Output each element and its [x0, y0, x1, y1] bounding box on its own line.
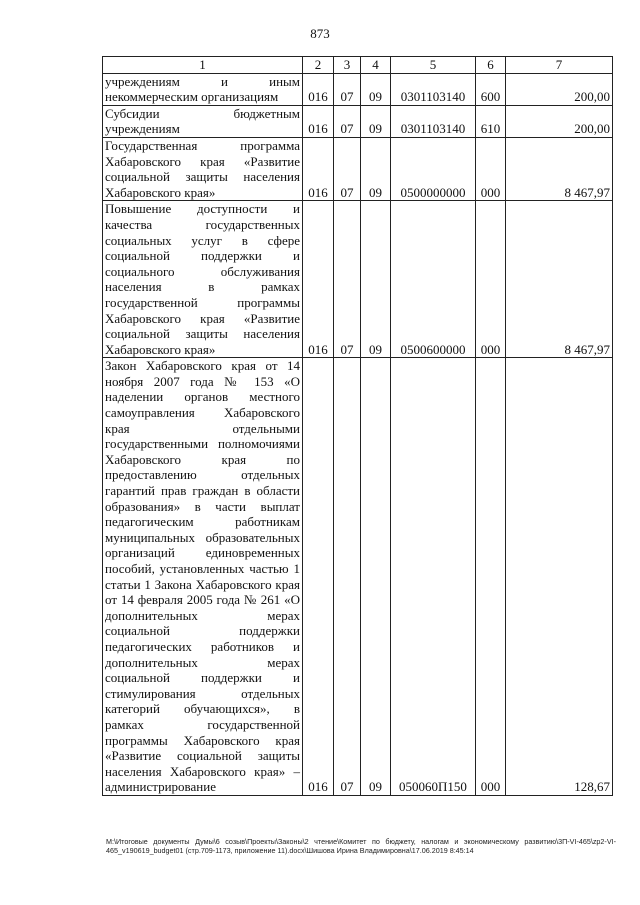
- row-name: Государственная программа Хабаровского края «Развитие социальной защиты населения Хабаровского края»: [103, 137, 303, 200]
- cell-code-4: 09: [361, 105, 391, 137]
- cell-amount: 128,67: [506, 358, 613, 796]
- cell-code-5: 0500600000: [391, 201, 476, 358]
- column-header-1: 1: [103, 57, 303, 74]
- column-header-3: 3: [334, 57, 361, 74]
- budget-table: [102, 56, 613, 796]
- cell-code-3: 07: [334, 137, 361, 200]
- row-name: Субсидии бюджетным учреждениям: [103, 105, 303, 137]
- cell-code-3: 07: [334, 105, 361, 137]
- cell-amount: 8 467,97: [506, 201, 613, 358]
- column-header-7: 7: [506, 57, 613, 74]
- cell-code-6: 000: [476, 358, 506, 796]
- document-path-footer: M:\Итоговые документы Думы\6 созыв\Проекты\Законы\2 чтение\Комитет по бюджету, налогам и экономическому развитию\3П-VI-465\zp2-VI-465_v190619_budget01 (стр.709-1173, приложение 11).docx\Шишова Ирина Владимировна\17.06.2019 8:45:14: [106, 837, 616, 855]
- row-name: Закон Хабаровского края от 14 ноября 2007 года № 153 «О наделении органов местного самоуправления Хабаровского края отдельными государственными полномочиями Хабаровского края по предоставлению отдельных гарантий прав граждан в области образования» в части выплат педагогическим работникам муниципальных образовательных организаций единовременных пособий, установленных частью 1 статьи 1 Закона Хабаровского края от 14 февраля 2005 года № 261 «О дополнительных мерах социальной поддержки педагогических работников и дополнительных мерах социальной поддержки и стимулирования отдельных категорий обучающихся», в рамках государственной программы Хабаровского края «Развитие социальной защиты населения Хабаровского края» – администрирование: [103, 358, 303, 796]
- cell-amount: 200,00: [506, 73, 613, 105]
- cell-amount: 8 467,97: [506, 137, 613, 200]
- cell-code-4: 09: [361, 358, 391, 796]
- cell-code-6: 000: [476, 201, 506, 358]
- cell-code-6: 610: [476, 105, 506, 137]
- table-row: [103, 358, 613, 796]
- cell-code-5: 0500000000: [391, 137, 476, 200]
- cell-code-3: 07: [334, 358, 361, 796]
- table-row: [103, 73, 613, 105]
- column-header-4: 4: [361, 57, 391, 74]
- row-name: учреждениям и иным некоммерческим организациям: [103, 73, 303, 105]
- table-row: [103, 105, 613, 137]
- column-header-6: 6: [476, 57, 506, 74]
- cell-code-4: 09: [361, 137, 391, 200]
- cell-code-4: 09: [361, 73, 391, 105]
- cell-code-5: 050060П150: [391, 358, 476, 796]
- cell-code-2: 016: [303, 358, 334, 796]
- table-row: [103, 137, 613, 200]
- cell-code-2: 016: [303, 105, 334, 137]
- cell-code-2: 016: [303, 137, 334, 200]
- row-name: Повышение доступности и качества государственных социальных услуг в сфере социальной поддержки и социального обслуживания населения в рамках государственной программы Хабаровского края «Развитие социальной защиты населения Хабаровского края»: [103, 201, 303, 358]
- cell-amount: 200,00: [506, 105, 613, 137]
- header-row: [103, 57, 613, 74]
- cell-code-6: 600: [476, 73, 506, 105]
- cell-code-5: 0301103140: [391, 105, 476, 137]
- column-header-2: 2: [303, 57, 334, 74]
- cell-code-6: 000: [476, 137, 506, 200]
- page-number: 873: [310, 26, 330, 41]
- cell-code-3: 07: [334, 73, 361, 105]
- cell-code-4: 09: [361, 201, 391, 358]
- cell-code-3: 07: [334, 201, 361, 358]
- table-row: [103, 201, 613, 358]
- cell-code-2: 016: [303, 73, 334, 105]
- cell-code-5: 0301103140: [391, 73, 476, 105]
- column-header-5: 5: [391, 57, 476, 74]
- cell-code-2: 016: [303, 201, 334, 358]
